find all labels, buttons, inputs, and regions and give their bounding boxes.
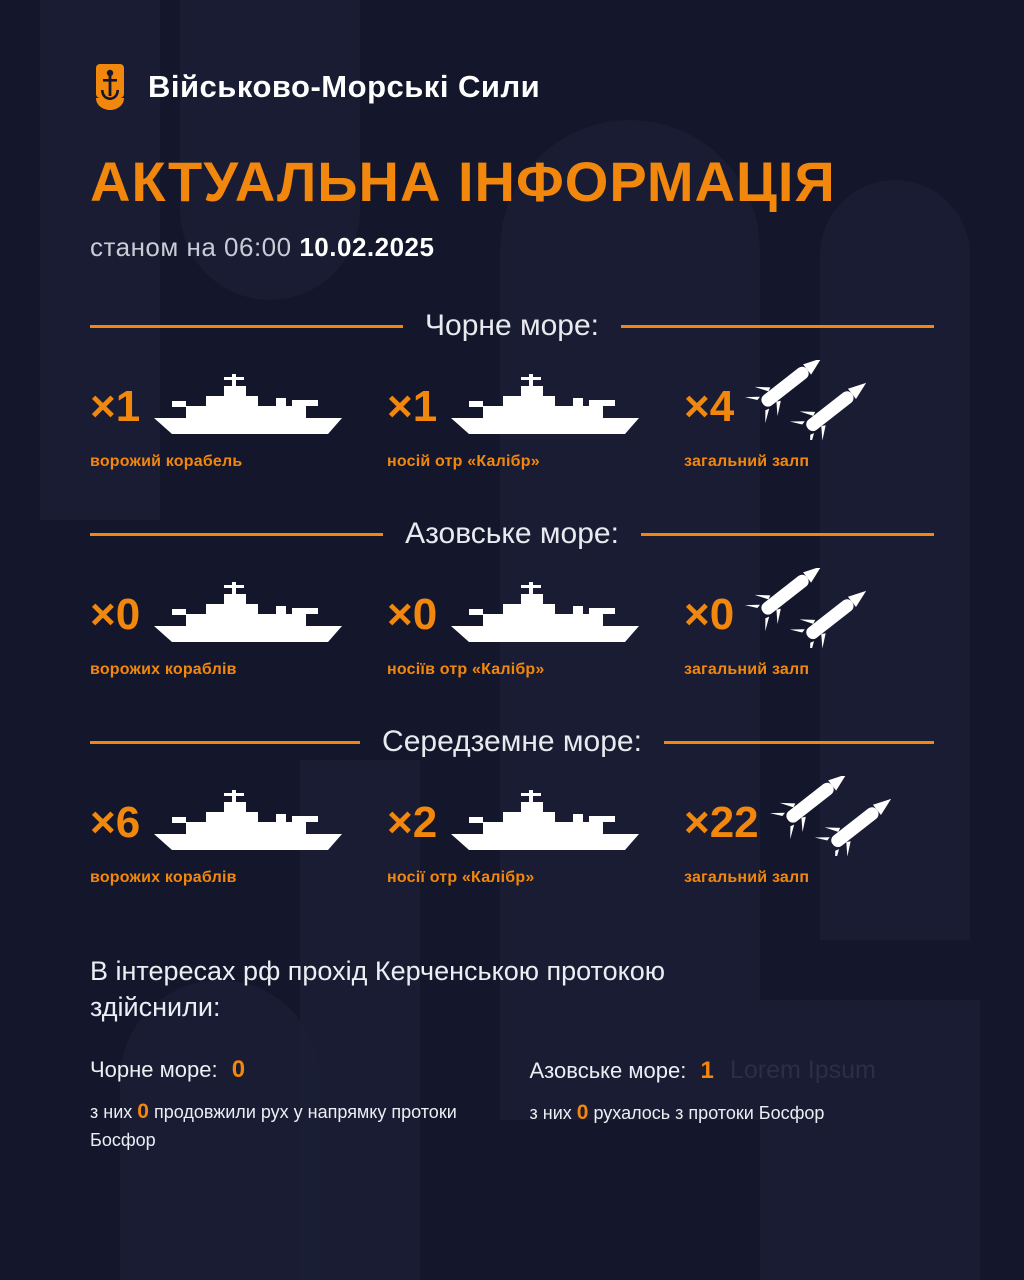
kerch-column-header	[90, 1056, 495, 1084]
note-value: 0	[576, 1100, 589, 1124]
kerch-strait-section	[90, 953, 934, 1154]
kerch-column-azov-sea	[495, 1056, 935, 1155]
kerch-strait-columns	[90, 1056, 934, 1155]
divider-right	[664, 741, 934, 744]
stat-label: ворожих кораблів	[90, 661, 237, 678]
stat-kalibr-carriers	[387, 781, 637, 887]
stat-label: носій отр «Калібр»	[387, 453, 540, 470]
stat-enemy-ships	[90, 365, 340, 471]
kerch-column-black-sea	[90, 1056, 495, 1155]
kerch-strait-title: В інтересах рф прохід Керченською протокою здійснили:	[90, 956, 666, 1023]
stat-count: ×4	[684, 382, 735, 431]
divider-left	[90, 325, 403, 328]
stat-label: загальний залп	[684, 453, 810, 470]
stat-count: ×1	[387, 382, 438, 431]
stats-row	[90, 573, 934, 679]
brand-header	[90, 0, 934, 112]
stat-total-salvo	[684, 781, 934, 887]
section-header	[90, 309, 934, 343]
note-prefix: з них	[90, 1101, 133, 1122]
warship-icon	[443, 576, 643, 653]
warship-icon	[443, 784, 643, 861]
divider-left	[90, 533, 383, 536]
kerch-column-note	[530, 1097, 935, 1129]
stats-row	[90, 781, 934, 887]
stat-count: ×2	[387, 798, 438, 847]
stat-total-salvo	[684, 573, 934, 679]
status-date: 10.02.2025	[299, 232, 435, 262]
stat-label: носіїв отр «Калібр»	[387, 661, 545, 678]
warship-icon	[146, 576, 346, 653]
warship-icon	[146, 368, 346, 445]
stat-count: ×1	[90, 382, 141, 431]
section-title: Чорне море:	[425, 309, 599, 342]
stat-label: загальний залп	[684, 661, 810, 678]
watermark-text: Lorem Ipsum	[729, 1055, 876, 1084]
section-mediterranean-sea	[90, 725, 934, 887]
section-black-sea	[90, 309, 934, 471]
stat-enemy-ships	[90, 573, 340, 679]
divider-right	[621, 325, 934, 328]
missiles-icon	[740, 360, 890, 445]
status-prefix: станом на 06:00	[90, 232, 292, 262]
section-title: Азовське море:	[405, 517, 619, 550]
stat-label: носії отр «Калібр»	[387, 869, 535, 886]
stat-enemy-ships	[90, 781, 340, 887]
divider-left	[90, 741, 360, 744]
stat-count: ×0	[684, 590, 735, 639]
divider-right	[641, 533, 934, 536]
note-text: рухалось з протоки Босфор	[593, 1102, 825, 1123]
stat-count: ×6	[90, 798, 141, 847]
note-text: продовжили рух у напрямку протоки Босфор	[90, 1101, 457, 1151]
stat-count: ×0	[90, 590, 141, 639]
section-azov-sea	[90, 517, 934, 679]
anchor-emblem-icon	[90, 62, 130, 112]
missiles-icon	[765, 776, 915, 861]
kerch-column-header	[530, 1056, 935, 1085]
kerch-column-value: 1	[700, 1056, 714, 1084]
section-header	[90, 517, 934, 551]
kerch-column-label: Азовське море:	[529, 1057, 687, 1083]
kerch-column-value: 0	[231, 1055, 246, 1083]
stat-kalibr-carriers	[387, 573, 637, 679]
brand-title: Військово-Морські Сили	[148, 69, 541, 104]
section-header	[90, 725, 934, 759]
stat-label: ворожий корабель	[90, 453, 243, 470]
stat-total-salvo	[684, 365, 934, 471]
stat-label: ворожих кораблів	[90, 869, 237, 886]
stat-label: загальний залп	[684, 869, 810, 886]
stat-count: ×22	[684, 798, 759, 847]
kerch-column-label: Чорне море:	[90, 1056, 218, 1082]
warship-icon	[443, 368, 643, 445]
note-value: 0	[137, 1099, 149, 1123]
stat-kalibr-carriers	[387, 365, 637, 471]
stats-row	[90, 365, 934, 471]
status-timestamp	[90, 232, 934, 263]
note-prefix: з них	[529, 1102, 572, 1123]
section-title: Середземне море:	[382, 725, 642, 758]
kerch-column-note	[90, 1096, 495, 1155]
stat-count: ×0	[387, 590, 438, 639]
missiles-icon	[740, 568, 890, 653]
warship-icon	[146, 784, 346, 861]
page-title: АКТУАЛЬНА ІНФОРМАЦІЯ	[90, 150, 836, 213]
